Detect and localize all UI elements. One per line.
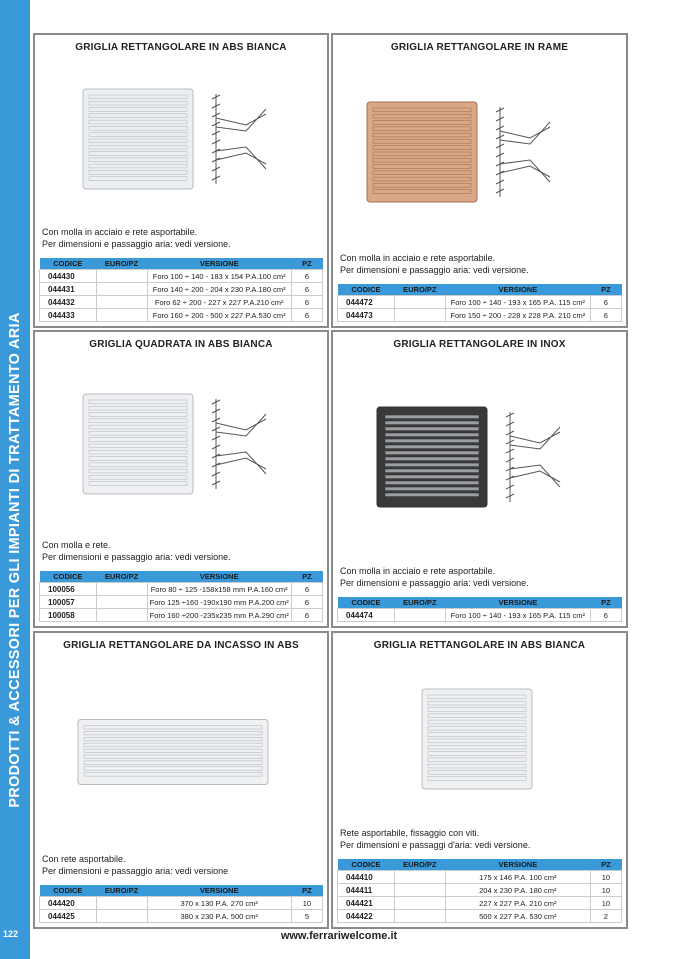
description-line: Per dimensioni e passaggio aria: vedi versione [42,865,229,876]
product-table [39,885,323,924]
versione-cell: Foro 150 ÷ 200 - 228 x 228 P.A. 210 cm² [445,309,590,322]
product-panel [33,33,329,328]
product-description [39,226,323,250]
table-header [40,258,323,270]
product-image [337,350,622,565]
product-image [39,651,323,853]
euro-cell [96,283,147,296]
page-number: 122 [3,929,19,939]
table-row [338,309,622,322]
header-pz: PZ [291,571,322,583]
table-header [338,284,622,296]
pz-cell: 6 [590,296,621,309]
pz-cell: 10 [590,897,621,910]
pz-cell: 6 [291,270,322,283]
product-panel [33,631,329,929]
versione-cell: 227 x 227 P.A. 210 cm² [445,897,590,910]
description-line: Rete asportabile, fissaggio con viti. [340,827,480,838]
description-line: Per dimensioni e passaggio aria: vedi versione. [42,238,231,249]
euro-cell [394,296,445,309]
product-table [39,258,323,323]
header-euro: EURO/PZ [96,571,147,583]
table-row [40,596,323,609]
table-row [338,296,622,309]
header-euro: EURO/PZ [96,258,147,270]
pz-cell: 10 [291,897,322,910]
product-title: GRIGLIA RETTANGOLARE IN INOX [393,339,566,350]
codice-cell: 044474 [338,609,395,622]
header-pz: PZ [291,885,322,897]
codice-cell: 100058 [40,609,97,622]
table-row [338,884,622,897]
euro-cell [394,884,445,897]
euro-cell [394,871,445,884]
pz-cell: 10 [590,884,621,897]
pz-cell: 6 [291,609,322,622]
description-line: Con molla in acciaio e rete asportabile. [42,226,198,237]
header-euro: EURO/PZ [96,885,147,897]
euro-cell [96,270,147,283]
versione-cell: Foro 160 ÷ 200 - 500 x 227 P.A.530 cm² [147,309,291,322]
euro-cell [96,583,147,596]
table-row [40,910,323,923]
product-title: GRIGLIA QUADRATA IN ABS BIANCA [89,339,273,350]
product-panel [331,631,628,929]
table-header [40,885,323,897]
header-pz: PZ [590,597,621,609]
codice-cell: 044432 [40,296,97,309]
header-codice: CODICE [40,258,97,270]
versione-cell: 380 x 230 P.A. 500 cm² [147,910,291,923]
pz-cell: 6 [590,309,621,322]
header-versione: VERSIONE [445,859,590,871]
codice-cell: 044421 [338,897,395,910]
versione-cell: Foro 62 ÷ 200 - 227 x 227 P.A.210 cm² [147,296,291,309]
table-row [40,296,323,309]
header-versione: VERSIONE [445,284,590,296]
euro-cell [96,596,147,609]
product-title: GRIGLIA RETTANGOLARE DA INCASSO IN ABS [63,640,299,651]
header-pz: PZ [590,859,621,871]
description-line: Con molla in acciaio e rete asportabile. [340,565,496,576]
euro-cell [394,910,445,923]
euro-cell [96,910,147,923]
table-row [338,871,622,884]
codice-cell: 044410 [338,871,395,884]
pz-cell: 10 [590,871,621,884]
description-line: Con molla in acciaio e rete asportabile. [340,252,496,263]
description-line: Per dimensioni e passaggio aria: vedi versione. [340,264,529,275]
product-image [337,53,622,252]
header-codice: CODICE [40,885,97,897]
versione-cell: Foro 100 ÷ 140 - 183 x 154 P.A.100 cm² [147,270,291,283]
versione-cell: 500 x 227 P.A. 530 cm² [445,910,590,923]
codice-cell: 100057 [40,596,97,609]
pz-cell: 6 [291,309,322,322]
product-description [337,565,622,589]
table-row [40,897,323,910]
header-codice: CODICE [338,597,395,609]
header-euro: EURO/PZ [394,597,445,609]
euro-cell [394,897,445,910]
product-panel [331,330,628,628]
header-versione: VERSIONE [147,885,291,897]
codice-cell: 044430 [40,270,97,283]
product-table [337,597,622,623]
product-panel [33,330,329,628]
section-sidebar [0,0,30,959]
product-description [337,252,622,276]
euro-cell [96,296,147,309]
euro-cell [96,609,147,622]
description-line: Per dimensioni e passaggio aria: vedi versione. [340,577,529,588]
header-codice: CODICE [338,859,395,871]
table-row [338,910,622,923]
codice-cell: 044431 [40,283,97,296]
euro-cell [394,309,445,322]
pz-cell: 6 [291,296,322,309]
versione-cell: 204 x 230 P.A. 180 cm² [445,884,590,897]
versione-cell: Foro 80 ÷ 125 -158x158 mm P.A.160 cm² [147,583,291,596]
header-codice: CODICE [338,284,395,296]
product-table [337,859,622,924]
pz-cell: 5 [291,910,322,923]
versione-cell: Foro 100 ÷ 140 - 193 x 165 P.A. 115 cm² [445,609,590,622]
pz-cell: 6 [590,609,621,622]
product-image [337,651,622,827]
product-title: GRIGLIA RETTANGOLARE IN RAME [390,42,569,53]
product-title: GRIGLIA RETTANGOLARE IN ABS BIANCA [75,42,287,53]
section-title: PRODOTTI & ACCESSORI PER GLI IMPIANTI DI TRATTAMENTO ARIA [7,312,23,808]
table-row [40,583,323,596]
euro-cell [96,309,147,322]
table-header [338,597,622,609]
product-description [39,853,323,877]
codice-cell: 044473 [338,309,395,322]
codice-cell: 044472 [338,296,395,309]
codice-cell: 044433 [40,309,97,322]
codice-cell: 044420 [40,897,97,910]
header-versione: VERSIONE [445,597,590,609]
header-versione: VERSIONE [147,571,291,583]
versione-cell: Foro 125 ÷160 -190x190 mm P.A.200 cm² [147,596,291,609]
pz-cell: 2 [590,910,621,923]
codice-cell: 044411 [338,884,395,897]
header-pz: PZ [291,258,322,270]
table-header [338,859,622,871]
footer-url[interactable]: www.ferrariwelcome.it [280,930,398,942]
table-row [40,270,323,283]
codice-cell: 044422 [338,910,395,923]
product-image [39,350,323,539]
euro-cell [394,609,445,622]
euro-cell [96,897,147,910]
pz-cell: 6 [291,283,322,296]
product-image [39,53,323,226]
versione-cell: 370 x 130 P.A. 270 cm² [147,897,291,910]
description-line: Per dimensioni e passaggi d'aria: vedi versione. [340,839,531,850]
codice-cell: 044425 [40,910,97,923]
product-table [39,571,323,623]
header-codice: CODICE [40,571,97,583]
header-versione: VERSIONE [147,258,291,270]
description-line: Con molla e rete. [42,539,111,550]
header-euro: EURO/PZ [394,284,445,296]
table-header [40,571,323,583]
header-pz: PZ [590,284,621,296]
header-euro: EURO/PZ [394,859,445,871]
pz-cell: 6 [291,596,322,609]
versione-cell: 175 x 146 P.A. 100 cm² [445,871,590,884]
codice-cell: 100056 [40,583,97,596]
versione-cell: Foro 140 ÷ 200 - 204 x 230 P.A.180 cm² [147,283,291,296]
table-row [338,897,622,910]
description-line: Con rete asportabile. [42,853,126,864]
versione-cell: Foro 160 ÷200 -235x235 mm P.A.290 cm² [147,609,291,622]
table-row [40,283,323,296]
table-row [40,309,323,322]
versione-cell: Foro 100 ÷ 140 - 193 x 165 P.A. 115 cm² [445,296,590,309]
product-description [39,539,323,563]
description-line: Per dimensioni e passaggio aria: vedi versione. [42,551,231,562]
product-title: GRIGLIA RETTANGOLARE IN ABS BIANCA [373,640,586,651]
product-description [337,827,622,851]
table-row [40,609,323,622]
product-panel [331,33,628,328]
table-row [338,609,622,622]
product-table [337,284,622,323]
pz-cell: 6 [291,583,322,596]
